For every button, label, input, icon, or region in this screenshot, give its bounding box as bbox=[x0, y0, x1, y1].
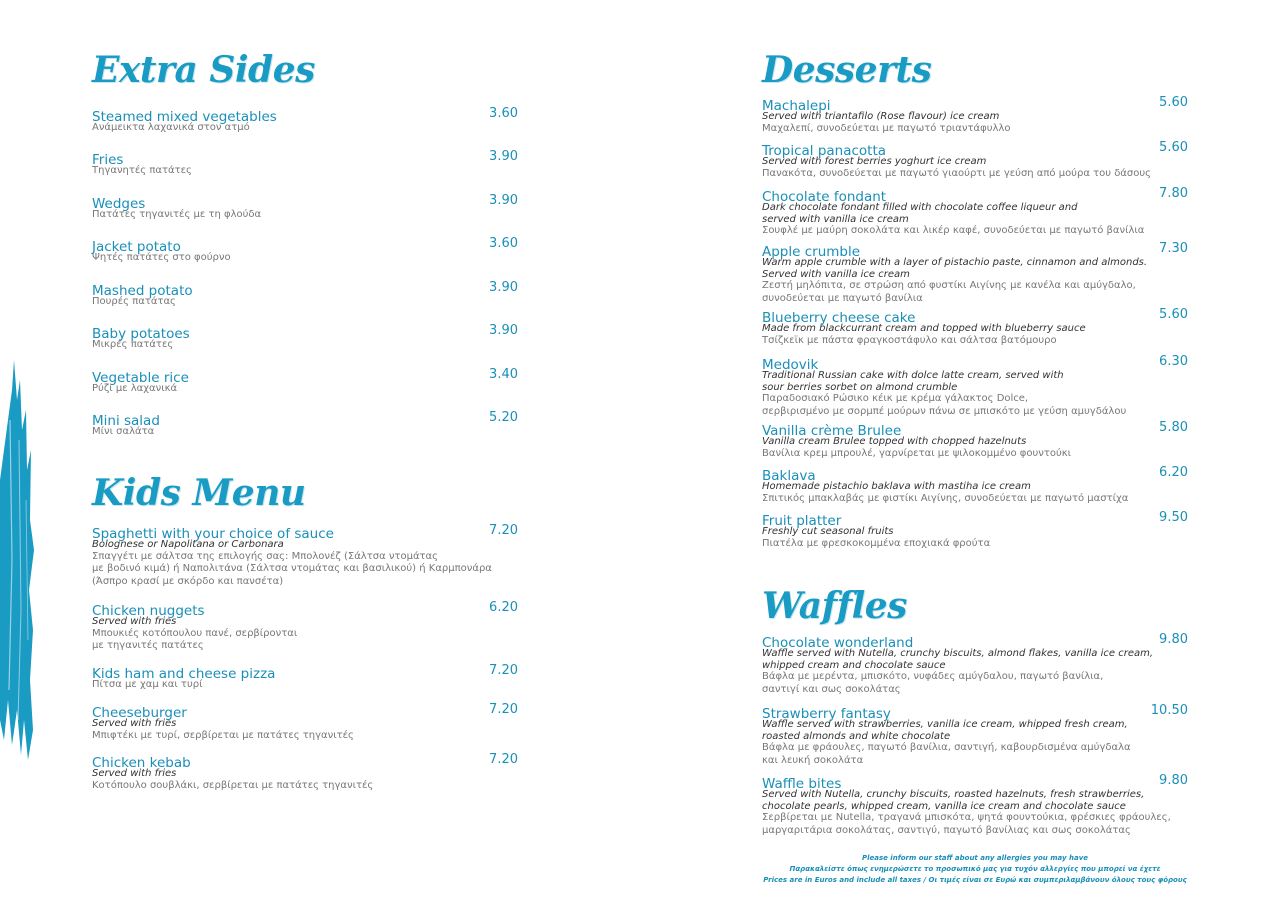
section-title-desserts: Desserts bbox=[762, 49, 932, 91]
item-price: 6.30 bbox=[1159, 354, 1188, 369]
item-greek: Σπαγγέτι με σάλτσα της επιλογής σας: Μπολονέζ (Σάλτσα ντομάτας με βοδινό κιμά) ή Ναπολιτάνα (Σάλτσα ντομάτας και βασιλικού) ή Καρμπονάρα (Άσπρο κρασί με σκόρδο και πανσέτα) bbox=[92, 550, 492, 587]
item-greek: Πιατέλα με φρεσκοκομμένα εποχιακά φρούτα bbox=[762, 537, 991, 549]
item-price: 3.40 bbox=[489, 367, 518, 382]
item-name: Jacket potato bbox=[92, 239, 181, 255]
item-name: Strawberry fantasy bbox=[762, 706, 891, 722]
item-price: 7.80 bbox=[1159, 186, 1188, 201]
menu-item bbox=[762, 510, 1188, 550]
item-description: Waffle served with strawberries, vanilla ice cream, whipped fresh cream, roasted almonds and white chocolate bbox=[762, 719, 1128, 742]
item-price: 9.50 bbox=[1159, 510, 1188, 525]
item-description: Made from blackcurrant cream and topped with blueberry sauce bbox=[762, 323, 1086, 334]
item-name: Cheeseburger bbox=[92, 705, 187, 721]
item-name: Machalepi bbox=[762, 98, 831, 114]
item-price: 9.80 bbox=[1159, 632, 1188, 647]
item-price: 3.90 bbox=[489, 323, 518, 338]
item-name: Spaghetti with your choice of sauce bbox=[92, 526, 334, 542]
item-price: 3.90 bbox=[489, 193, 518, 208]
item-name: Vanilla crème Brulee bbox=[762, 423, 902, 439]
item-description: Served with fries bbox=[92, 718, 177, 729]
item-name: Baby potatoes bbox=[92, 326, 190, 342]
item-price: 3.60 bbox=[489, 236, 518, 251]
item-price: 6.20 bbox=[489, 600, 518, 615]
section-title-kids-menu: Kids Menu bbox=[92, 472, 306, 514]
menu-item bbox=[762, 95, 1188, 135]
item-greek: Πουρές πατάτας bbox=[92, 296, 176, 307]
menu-item bbox=[92, 523, 518, 588]
item-greek: Βάφλα με φράουλες, παγωτό βανίλια, σαντιγή, καβουρδισμένα αμύγδαλα και λευκή σοκολάτα bbox=[762, 742, 1131, 766]
item-greek: Ψητές πατάτες στο φούρνο bbox=[92, 252, 231, 263]
menu-item bbox=[92, 410, 518, 439]
allergy-notice bbox=[762, 853, 1188, 886]
section-title-waffles: Waffles bbox=[762, 585, 907, 627]
item-greek: Ζεστή μηλόπιτα, σε στρώση από φυστίκι Αιγίνης με κανέλα και αμύγδαλο, συνοδεύεται με παγωτό βανίλια bbox=[762, 280, 1136, 304]
prices-note: Prices are in Euros and include all taxes / Οι τιμές είναι σε Ευρώ και συμπεριλαμβάνουν όλους τους φόρους bbox=[763, 876, 1187, 884]
item-greek: Τσίζκεϊκ με πάστα φραγκοστάφυλο και σάλτσα βατόμουρο bbox=[762, 334, 1057, 346]
item-greek: Μαχαλεπί, συνοδεύεται με παγωτό τριαντάφυλλο bbox=[762, 122, 1011, 134]
item-price: 6.20 bbox=[1159, 465, 1188, 480]
item-price: 5.20 bbox=[489, 410, 518, 425]
menu-item bbox=[92, 702, 518, 742]
menu-item bbox=[762, 632, 1188, 696]
item-greek: Πίτσα με χαμ και τυρί bbox=[92, 679, 203, 690]
item-price: 7.30 bbox=[1159, 241, 1188, 256]
allergy-notice-en: Please inform our staff about any allergies you may have bbox=[861, 854, 1089, 862]
menu-item bbox=[92, 149, 518, 178]
item-name: Wedges bbox=[92, 196, 146, 212]
item-description: Waffle served with Nutella, crunchy biscuits, almond flakes, vanilla ice cream, whipped cream and chocolate sauce bbox=[762, 648, 1154, 671]
item-name: Chocolate wonderland bbox=[762, 635, 914, 651]
item-greek: Πανακότα, συνοδεύεται με παγωτό γιαούρτι με γεύση από μούρα του δάσους bbox=[762, 167, 1152, 179]
item-description: Served with fries bbox=[92, 768, 177, 779]
item-description: Freshly cut seasonal fruits bbox=[762, 526, 894, 537]
item-greek: Σερβίρεται με Nutella, τραγανά μπισκότα, ψητά φουντούκια, φρέσκιες φράουλες, μαργαριτάρια σοκολάτας, σαντιγύ, παγωτό βανίλιας και σως σοκολάτας bbox=[762, 812, 1171, 836]
item-description: Homemade pistachio baklava with mastiha ice cream bbox=[762, 481, 1031, 492]
item-name: Chicken nuggets bbox=[92, 603, 205, 619]
item-greek: Μικρές πατάτες bbox=[92, 339, 174, 350]
item-description: Vanilla cream Brulee topped with chopped hazelnuts bbox=[762, 436, 1027, 447]
menu-item bbox=[92, 663, 518, 692]
item-name: Mashed potato bbox=[92, 283, 193, 299]
item-name: Blueberry cheese cake bbox=[762, 310, 916, 326]
item-price: 5.80 bbox=[1159, 420, 1188, 435]
item-greek: Μίνι σαλάτα bbox=[92, 426, 155, 437]
menu-item bbox=[92, 752, 518, 792]
item-greek: Μπιφτέκι με τυρί, σερβίρεται με πατάτες τηγανιτές bbox=[92, 729, 354, 741]
item-name: Chocolate fondant bbox=[762, 189, 887, 205]
item-description: Bolognese or Napolitana or Carbonara bbox=[92, 539, 284, 550]
menu-item bbox=[92, 323, 518, 352]
item-greek: Βανίλια κρεμ μπρουλέ, γαρνίρεται με ψιλοκομμένο φουντούκι bbox=[762, 447, 1072, 459]
item-description: Traditional Russian cake with dolce latte cream, served with sour berries sorbet on almond crumble bbox=[762, 370, 1064, 393]
menu-item bbox=[92, 280, 518, 309]
section-title-extra-sides: Extra Sides bbox=[92, 49, 315, 91]
menu-item bbox=[92, 193, 518, 222]
menu-item bbox=[762, 307, 1188, 347]
menu-item bbox=[92, 367, 518, 396]
item-name: Vegetable rice bbox=[92, 370, 189, 386]
menu-item bbox=[92, 600, 518, 653]
menu-item bbox=[762, 186, 1188, 238]
item-greek: Βάφλα με μερέντα, μπισκότο, νυφάδες αμύγδαλου, παγωτό βανίλια, σαντιγί και σως σοκολάτας bbox=[762, 671, 1104, 695]
item-name: Kids ham and cheese pizza bbox=[92, 666, 276, 682]
item-name: Baklava bbox=[762, 468, 816, 484]
item-price: 5.60 bbox=[1159, 140, 1188, 155]
item-description: Dark chocolate fondant filled with chocolate coffee liqueur and served with vanilla ice cream bbox=[762, 202, 1078, 225]
item-name: Chicken kebab bbox=[92, 755, 191, 771]
menu-item bbox=[762, 465, 1188, 505]
item-price: 7.20 bbox=[489, 663, 518, 678]
menu-item bbox=[762, 140, 1188, 180]
menu-item bbox=[762, 703, 1188, 767]
item-greek: Ρύζι με λαχανικά bbox=[92, 383, 178, 394]
allergy-notice-gr: Παρακαλείστε όπως ενημερώσετε το προσωπικό μας για τυχόν αλλεργίες που μπορεί να έχετε bbox=[789, 865, 1161, 873]
item-price: 3.90 bbox=[489, 280, 518, 295]
item-price: 7.20 bbox=[489, 702, 518, 717]
item-name: Tropical panacotta bbox=[762, 143, 887, 159]
menu-item bbox=[762, 354, 1188, 418]
item-price: 9.80 bbox=[1159, 773, 1188, 788]
item-price: 3.90 bbox=[489, 149, 518, 164]
item-price: 7.20 bbox=[489, 752, 518, 767]
item-price: 5.60 bbox=[1159, 307, 1188, 322]
item-greek: Ανάμεικτα λαχανικά στον ατμό bbox=[92, 122, 250, 133]
item-name: Apple crumble bbox=[762, 244, 861, 260]
item-greek: Τηγανητές πατάτες bbox=[92, 165, 192, 176]
menu-item bbox=[762, 773, 1188, 837]
item-price: 7.20 bbox=[489, 523, 518, 538]
item-description: Warm apple crumble with a layer of pistachio paste, cinnamon and almonds. Served with vanilla ice cream bbox=[762, 257, 1148, 280]
item-description: Served with forest berries yoghurt ice cream bbox=[762, 156, 987, 167]
item-description: Served with fries bbox=[92, 616, 177, 627]
item-description: Served with Nutella, crunchy biscuits, roasted hazelnuts, fresh strawberries, chocolate pearls, whipped cream, vanilla ice cream and chocolate sauce bbox=[762, 789, 1145, 812]
item-greek: Παραδοσιακό Ρώσικο κέικ με κρέμα γάλακτος Dolce, σερβιρισμένο με σορμπέ μούρων πάνω σε μπισκότο με γεύση αμυγδάλου bbox=[762, 393, 1127, 417]
item-greek: Μπουκιές κοτόπουλου πανέ, σερβίρονται με τηγανιτές πατάτες bbox=[92, 627, 298, 651]
item-greek: Σουφλέ με μαύρη σοκολάτα και λικέρ καφέ, συνοδεύεται με παγωτό βανίλια bbox=[762, 225, 1145, 236]
item-name: Fries bbox=[92, 152, 124, 168]
item-name: Waffle bites bbox=[762, 776, 842, 792]
menu-item bbox=[762, 420, 1188, 460]
item-price: 10.50 bbox=[1150, 703, 1188, 718]
item-description: Served with triantafilo (Rose flavour) ice cream bbox=[762, 111, 1000, 122]
menu-item bbox=[92, 236, 518, 265]
item-price: 5.60 bbox=[1159, 95, 1188, 110]
item-name: Medovik bbox=[762, 357, 819, 373]
item-name: Steamed mixed vegetables bbox=[92, 109, 277, 125]
item-price: 3.60 bbox=[489, 106, 518, 121]
menu-item bbox=[92, 106, 518, 135]
item-name: Fruit platter bbox=[762, 513, 842, 529]
item-name: Mini salad bbox=[92, 413, 160, 429]
item-greek: Πατάτες τηγανιτές με τη φλούδα bbox=[92, 209, 262, 220]
brush-stroke-decoration bbox=[0, 360, 42, 760]
item-greek: Σπιτικός μπακλαβάς με φιστίκι Αιγίνης, συνοδεύεται με παγωτό μαστίχα bbox=[762, 492, 1129, 504]
item-greek: Κοτόπουλο σουβλάκι, σερβίρεται με πατάτες τηγανιτές bbox=[92, 779, 374, 791]
menu-item bbox=[762, 241, 1188, 305]
